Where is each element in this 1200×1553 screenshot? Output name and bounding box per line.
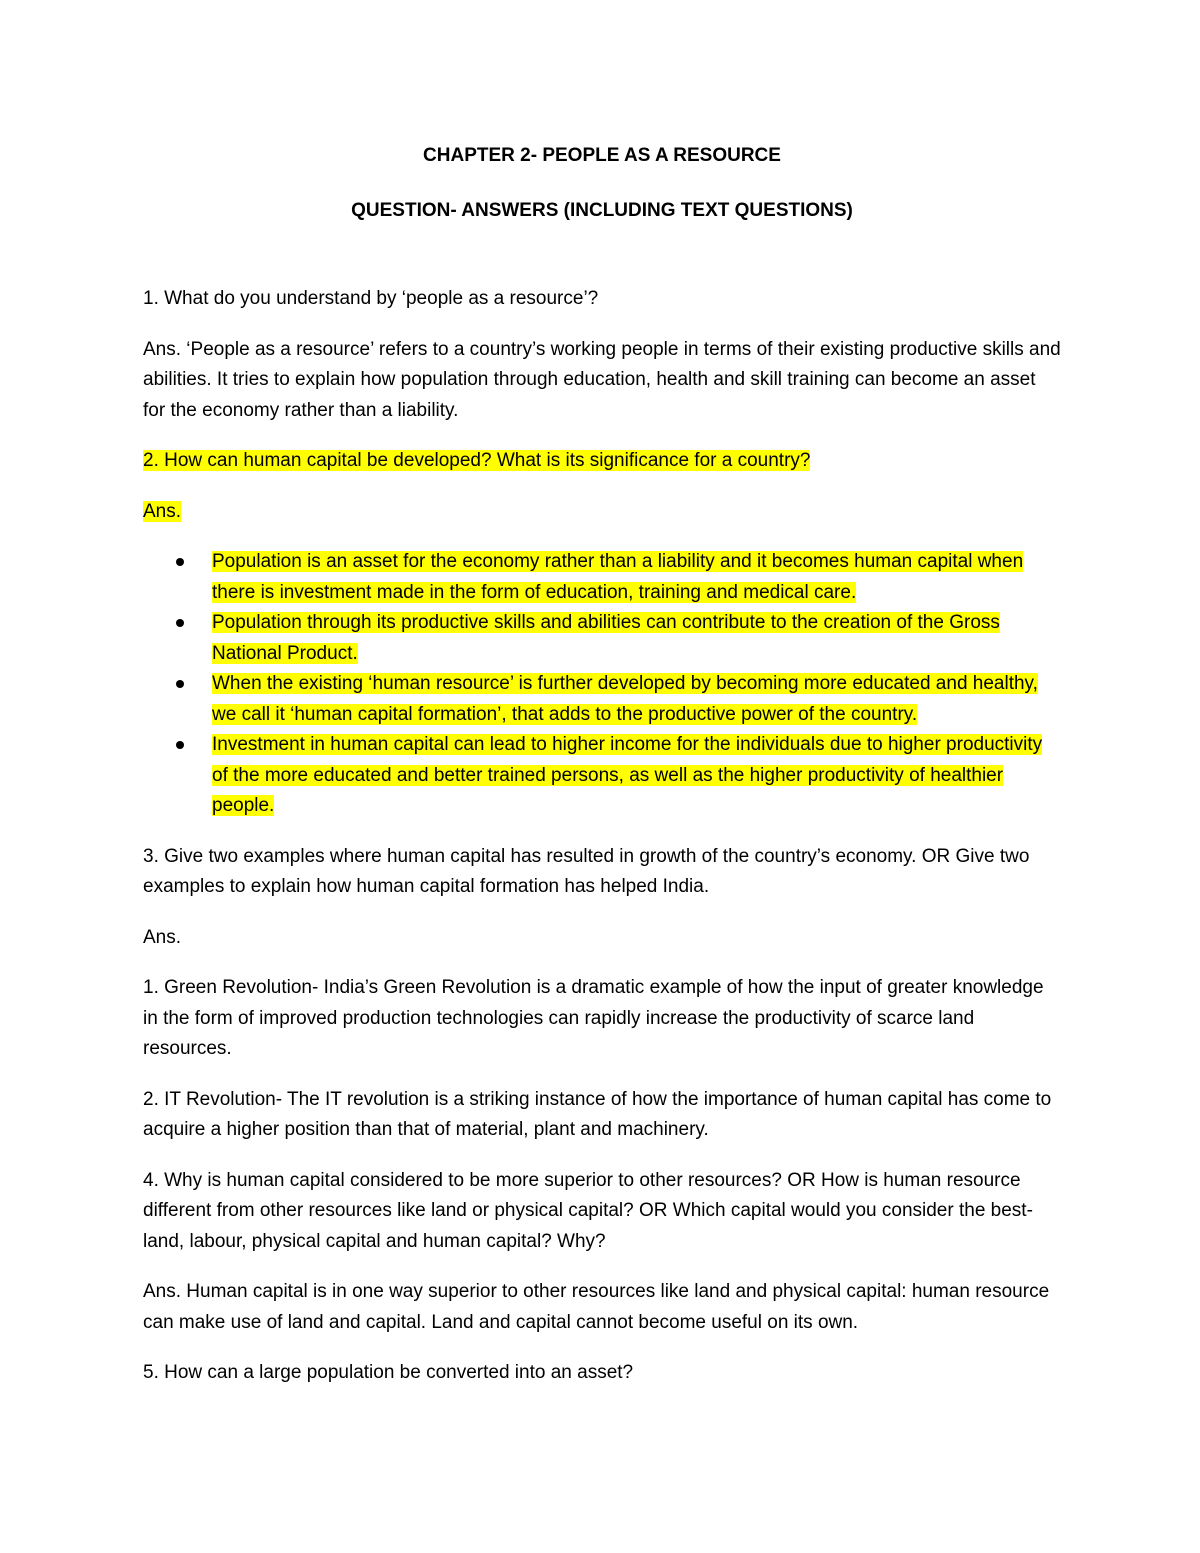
chapter-title: CHAPTER 2- PEOPLE AS A RESOURCE (423, 145, 781, 166)
answer-3-label: Ans. (143, 926, 182, 948)
bullet-text: When the existing ‘human resource’ is further developed by becoming more educated and healthy, we call it ‘human capital formation’, that adds to the productive power of the country. (212, 673, 1038, 725)
answer-1: Ans. ‘People as a resource’ refers to a country’s working people in terms of their existing productive skills and abilities. It tries to explain how population through education, health and skill training can become an asset for the economy rather than a liability. (143, 338, 1061, 421)
bullet-text: Investment in human capital can lead to higher income for the individuals due to higher productivity of the more educated and better trained persons, as well as the higher productivity of healthier people. (212, 734, 1043, 816)
question-5: 5. How can a large population be converted into an asset? (143, 1362, 634, 1383)
bullet-dot-icon (176, 619, 184, 627)
question-4: 4. Why is human capital considered to be more superior to other resources? OR How is human resource different from other resources like land or physical capital? OR Which capital would you consider the best- land, labour, physical capital and human capital? Why? (143, 1169, 1033, 1252)
question-3: 3. Give two examples where human capital has resulted in growth of the country’s economy. OR Give two examples to explain how human capital formation has helped India. (143, 845, 1030, 897)
question-2-text: 2. How can human capital be developed? What is its significance for a country? (143, 450, 811, 471)
answer-4: Ans. Human capital is in one way superior to other resources like land and physical capital: human resource can make use of land and capital. Land and capital cannot become useful on its own. (143, 1281, 1050, 1333)
answer-2-bullet-list (143, 547, 1061, 822)
bullet-text: Population is an asset for the economy rather than a liability and it becomes human capital when there is investment made in the form of education, training and medical care. (212, 551, 1024, 603)
chapter-subtitle: QUESTION- ANSWERS (INCLUDING TEXT QUESTIONS) (351, 199, 853, 221)
bullet-item (143, 730, 1061, 822)
document-body (143, 141, 1061, 1409)
bullet-dot-icon (176, 741, 184, 749)
question-1: 1. What do you understand by ‘people as a resource’? (143, 288, 599, 309)
answer-2-label (143, 497, 1061, 528)
bullet-dot-icon (176, 558, 184, 566)
bullet-item (143, 547, 1061, 608)
answer-3-example-2: 2. IT Revolution- The IT revolution is a striking instance of how the importance of human capital has come to acquire a higher position than that of material, plant and machinery. (143, 1088, 1052, 1140)
bullet-item (143, 608, 1061, 669)
answer-3-example-1: 1. Green Revolution- India’s Green Revolution is a dramatic example of how the input of greater knowledge in the form of improved production technologies can rapidly increase the productivity of scarce land resources. (143, 977, 1044, 1059)
bullet-item (143, 669, 1061, 730)
question-2 (143, 446, 1061, 477)
bullet-dot-icon (176, 680, 184, 688)
answer-2-label-text: Ans. (143, 500, 182, 522)
bullet-text: Population through its productive skills and abilities can contribute to the creation of the Gross National Product. (212, 612, 1000, 664)
